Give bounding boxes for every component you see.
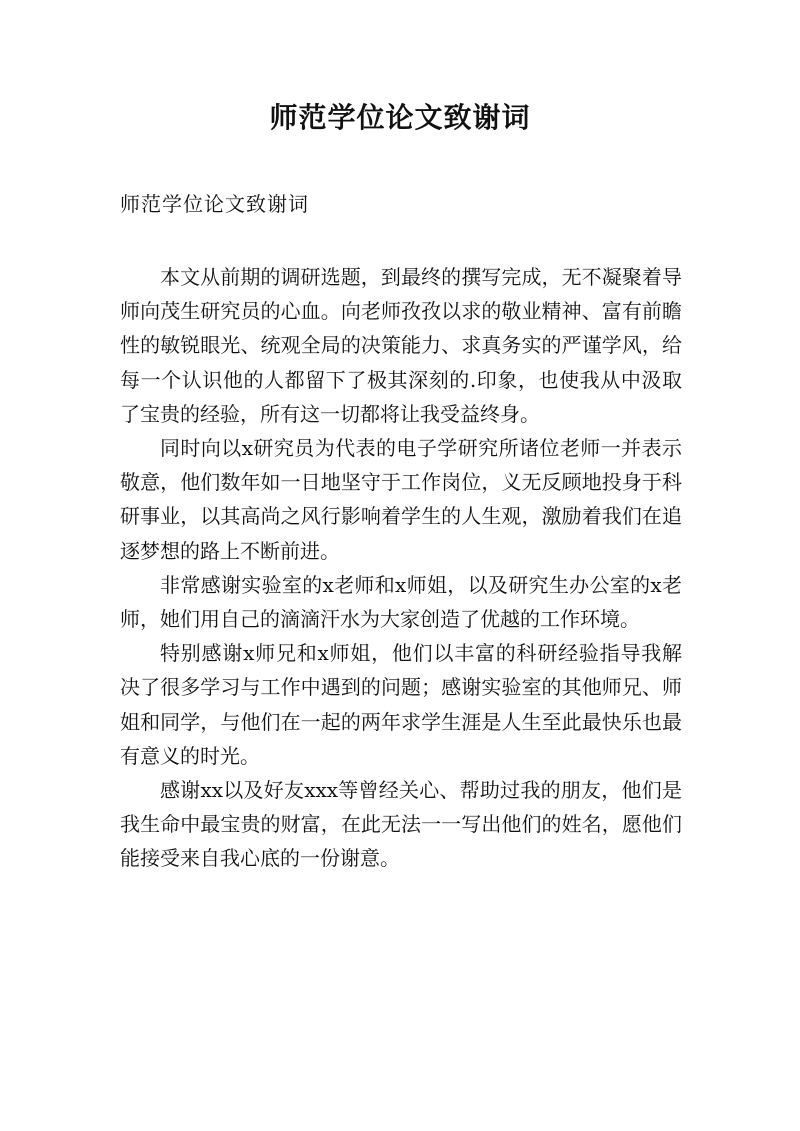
paragraph-2: 同时向以x研究员为代表的电子学研究所诸位老师一并表示敬意，他们数年如一日地坚守于工作岗位，义无反顾地投身于科研事业，以其高尚之风行影响着学生的人生观，激励着我们在追逐梦想的路上不断前进。 <box>120 436 682 563</box>
paragraph-3: 非常感谢实验室的x老师和x师姐，以及研究生办公室的x老师，她们用自己的滴滴汗水为大家创造了优越的工作环境。 <box>120 572 682 632</box>
document-subtitle: 师范学位论文致谢词 <box>120 192 309 216</box>
document-title: 师范学位论文致谢词 <box>269 101 531 134</box>
paragraph-4: 特别感谢x师兄和x师姐，他们以丰富的科研经验指导我解决了很多学习与工作中遇到的问题；感谢实验室的其他师兄、师姐和同学，与他们在一起的两年求学生涯是人生至此最快乐也最有意义的时光。 <box>120 641 682 768</box>
paragraph-1: 本文从前期的调研选题，到最终的撰写完成，无不凝聚着导师向茂生研究员的心血。向老师孜孜以求的敬业精神、富有前瞻性的敏锐眼光、统观全局的决策能力、求真务实的严谨学风，给每一个认识他的人都留下了极其深刻的.印象，也使我从中汲取了宝贵的经验，所有这一切都将让我受益终身。 <box>120 265 682 426</box>
paragraph-5: 感谢xx以及好友xxx等曾经关心、帮助过我的朋友，他们是我生命中最宝贵的财富，在此无法一一写出他们的姓名，愿他们能接受来自我心底的一份谢意。 <box>120 778 682 871</box>
document-body <box>120 260 682 876</box>
